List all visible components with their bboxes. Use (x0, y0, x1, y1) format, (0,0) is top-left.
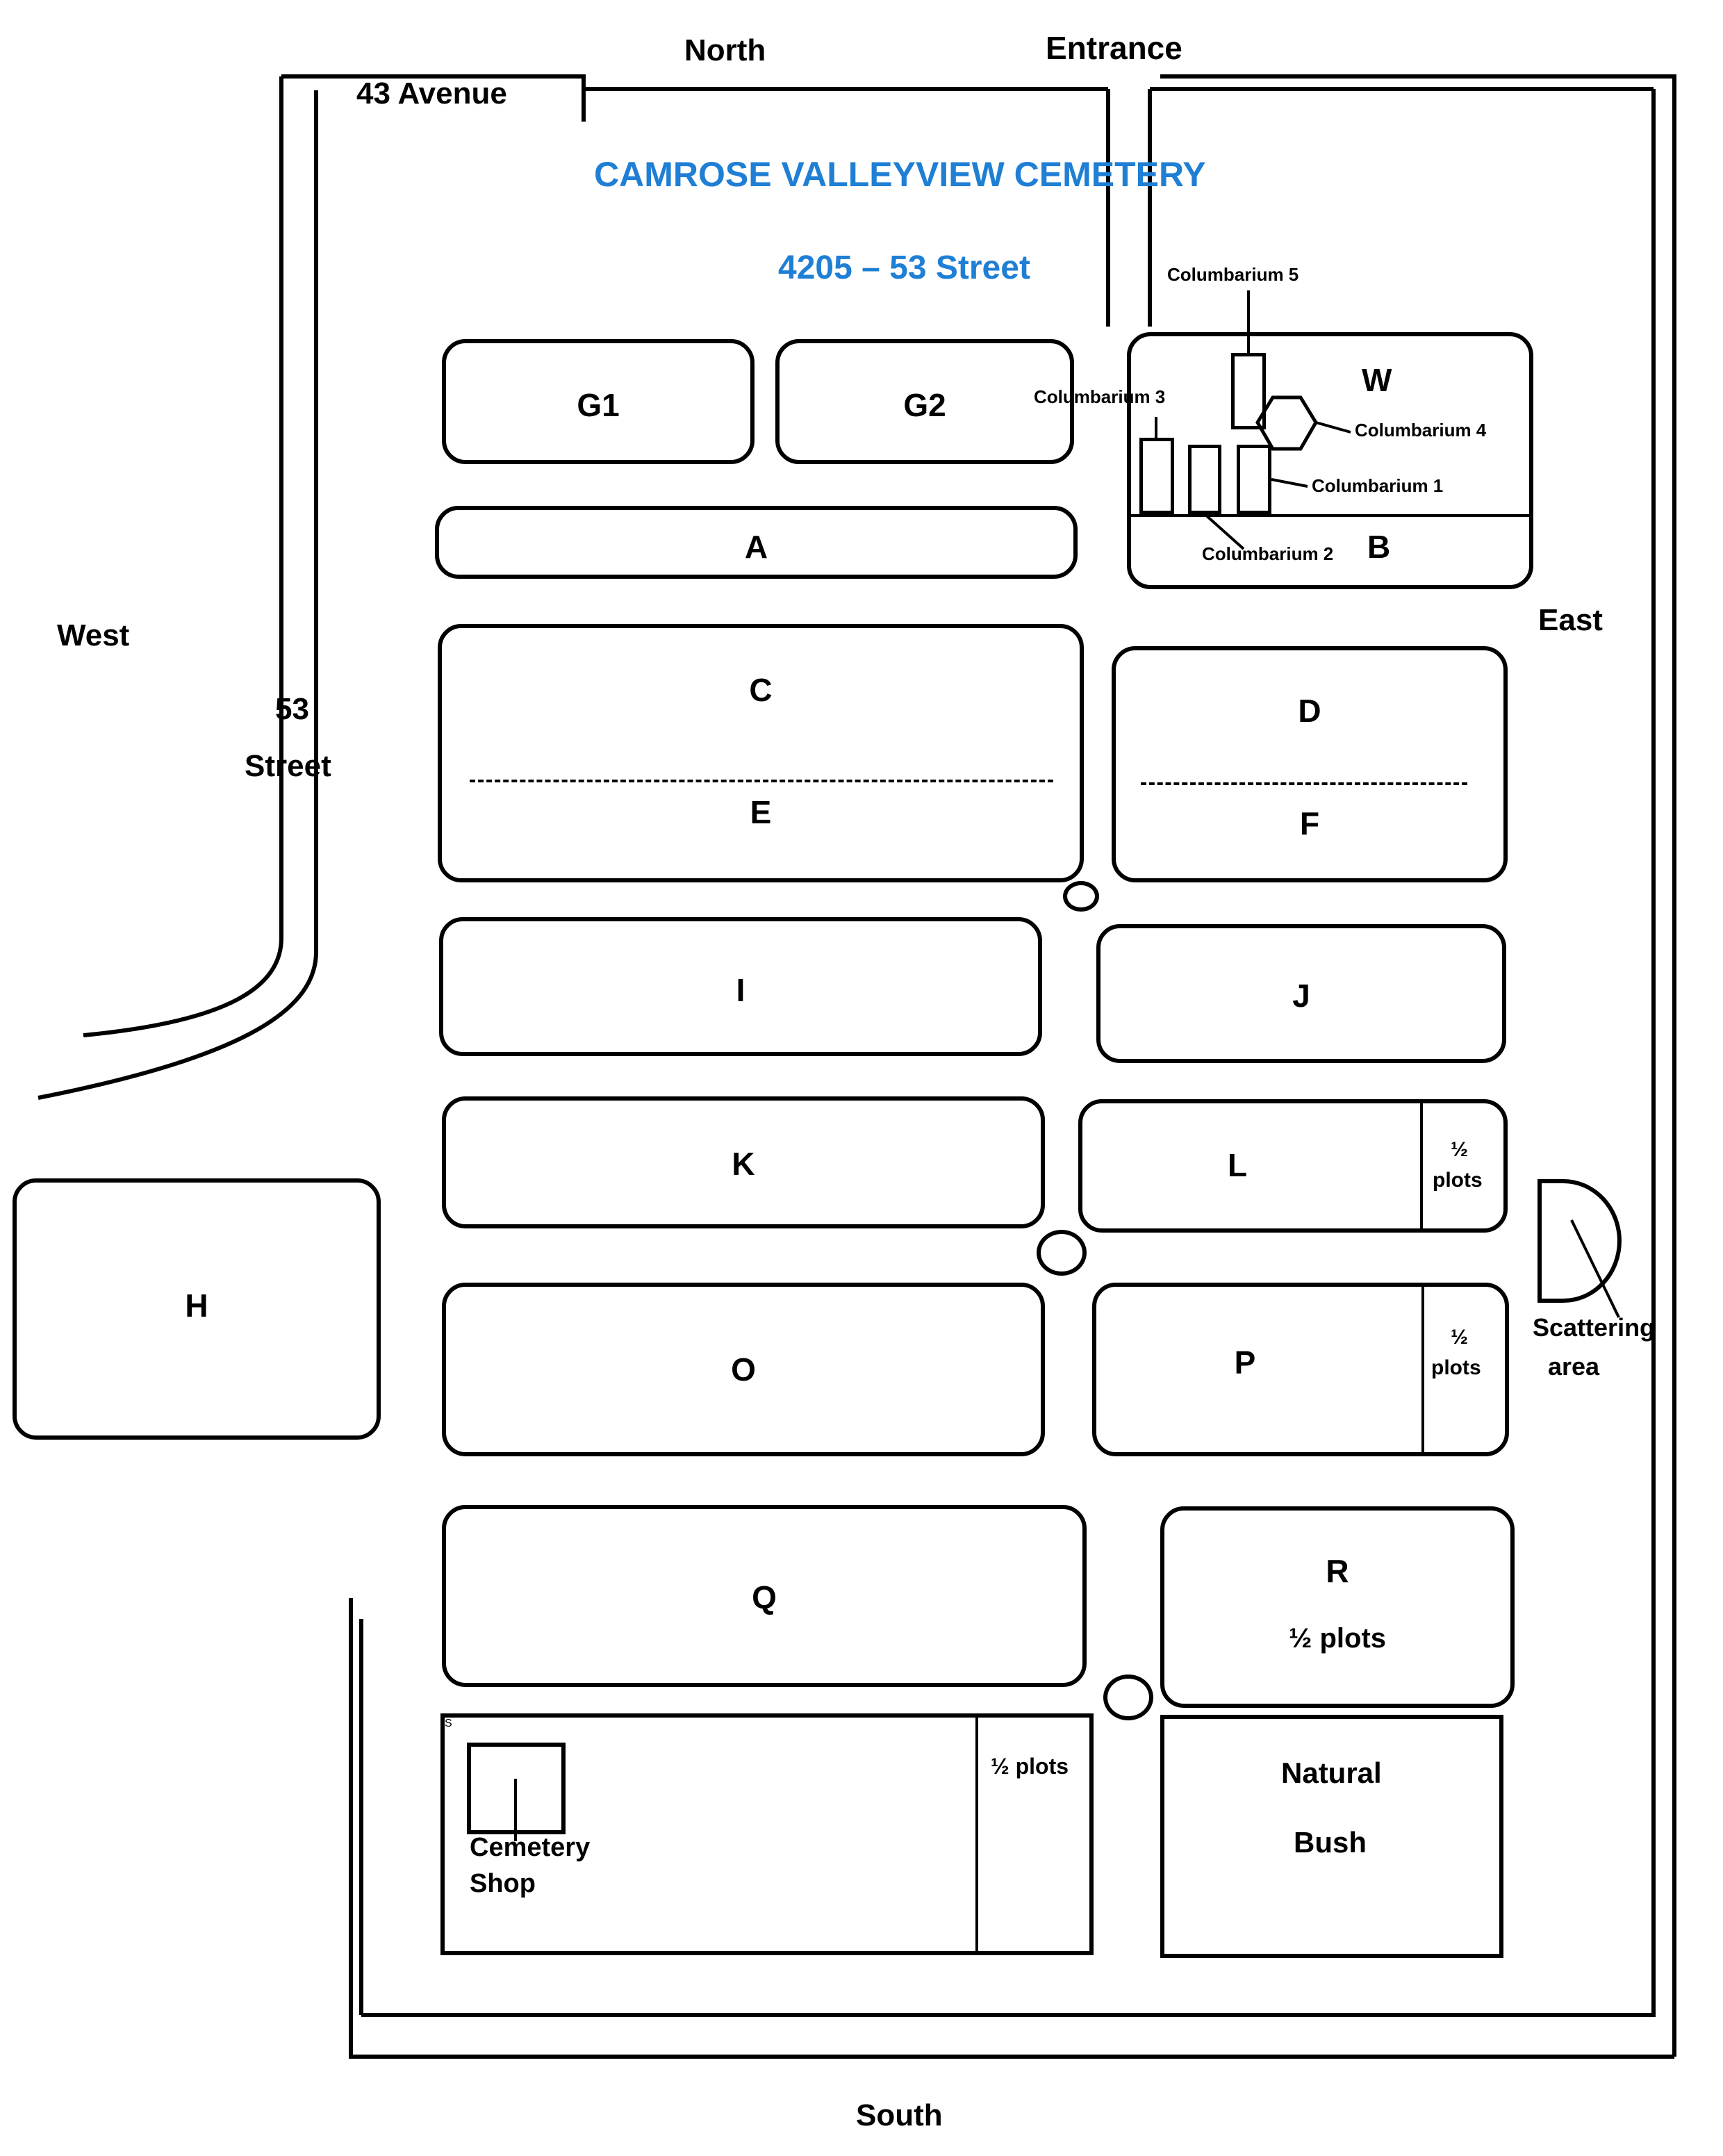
block-p-halfplots-line1: ½ (1451, 1326, 1469, 1349)
label-entrance: Entrance (1046, 30, 1182, 66)
block-w-label-text: W (1362, 362, 1392, 398)
block-e-label: E (750, 794, 772, 830)
columbarium-4-label: Columbarium 4 (1355, 420, 1487, 441)
block-r-halfplots: ½ plots (1288, 1623, 1387, 1654)
block-a-label: A (744, 529, 768, 565)
block-p-halfplots-line2: plots (1431, 1356, 1481, 1379)
block-l-halfplots-line1: ½ (1451, 1138, 1469, 1161)
columbarium-2-label: Columbarium 2 (1202, 543, 1334, 564)
cemetery-shop-label-line1: Cemetery (470, 1833, 591, 1862)
natural-bush-label-line2: Bush (1294, 1826, 1367, 1859)
label-53-street-line1: 53 (275, 692, 309, 726)
columbarium-3-label: Columbarium 3 (1034, 386, 1166, 407)
block-d-label: D (1298, 693, 1321, 729)
label-north: North (684, 33, 766, 67)
map-address: 4205 – 53 Street (778, 249, 1030, 286)
scattering-area-label-line1: Scattering (1533, 1313, 1656, 1342)
block-c-label: C (749, 672, 773, 708)
block-s-halfplots: ½ plots (991, 1754, 1069, 1779)
block-o-label: O (731, 1351, 756, 1388)
label-west: West (57, 618, 130, 652)
block-q-label: Q (752, 1579, 777, 1615)
block-l-halfplots-line2: plots (1433, 1169, 1483, 1192)
block-f-label: F (1299, 805, 1320, 841)
block-k-label: K (732, 1146, 755, 1182)
block-g1-label: G1 (577, 387, 620, 423)
label-43-avenue: 43 Avenue (356, 76, 507, 110)
label-east: East (1538, 603, 1603, 637)
block-r-label: R (1326, 1553, 1349, 1589)
scattering-area-label-line2: area (1548, 1352, 1600, 1381)
block-g2-label: G2 (903, 387, 946, 423)
block-p-label: P (1234, 1344, 1256, 1381)
block-j-label: J (1292, 978, 1310, 1014)
block-s-label: S (445, 1718, 452, 1729)
block-b-label-text: B (1367, 529, 1391, 565)
label-53-street-line2: Street (245, 749, 331, 783)
cemetery-shop-label-line2: Shop (470, 1869, 536, 1898)
block-i-label: I (736, 972, 745, 1008)
natural-bush-label-line1: Natural (1281, 1756, 1382, 1789)
map-title: CAMROSE VALLEYVIEW CEMETERY (594, 155, 1206, 194)
block-h-label: H (185, 1287, 208, 1324)
columbarium-1-label: Columbarium 1 (1312, 475, 1444, 496)
label-south: South (856, 2098, 943, 2132)
block-l-label: L (1227, 1147, 1248, 1183)
columbarium-5-label: Columbarium 5 (1167, 264, 1299, 285)
